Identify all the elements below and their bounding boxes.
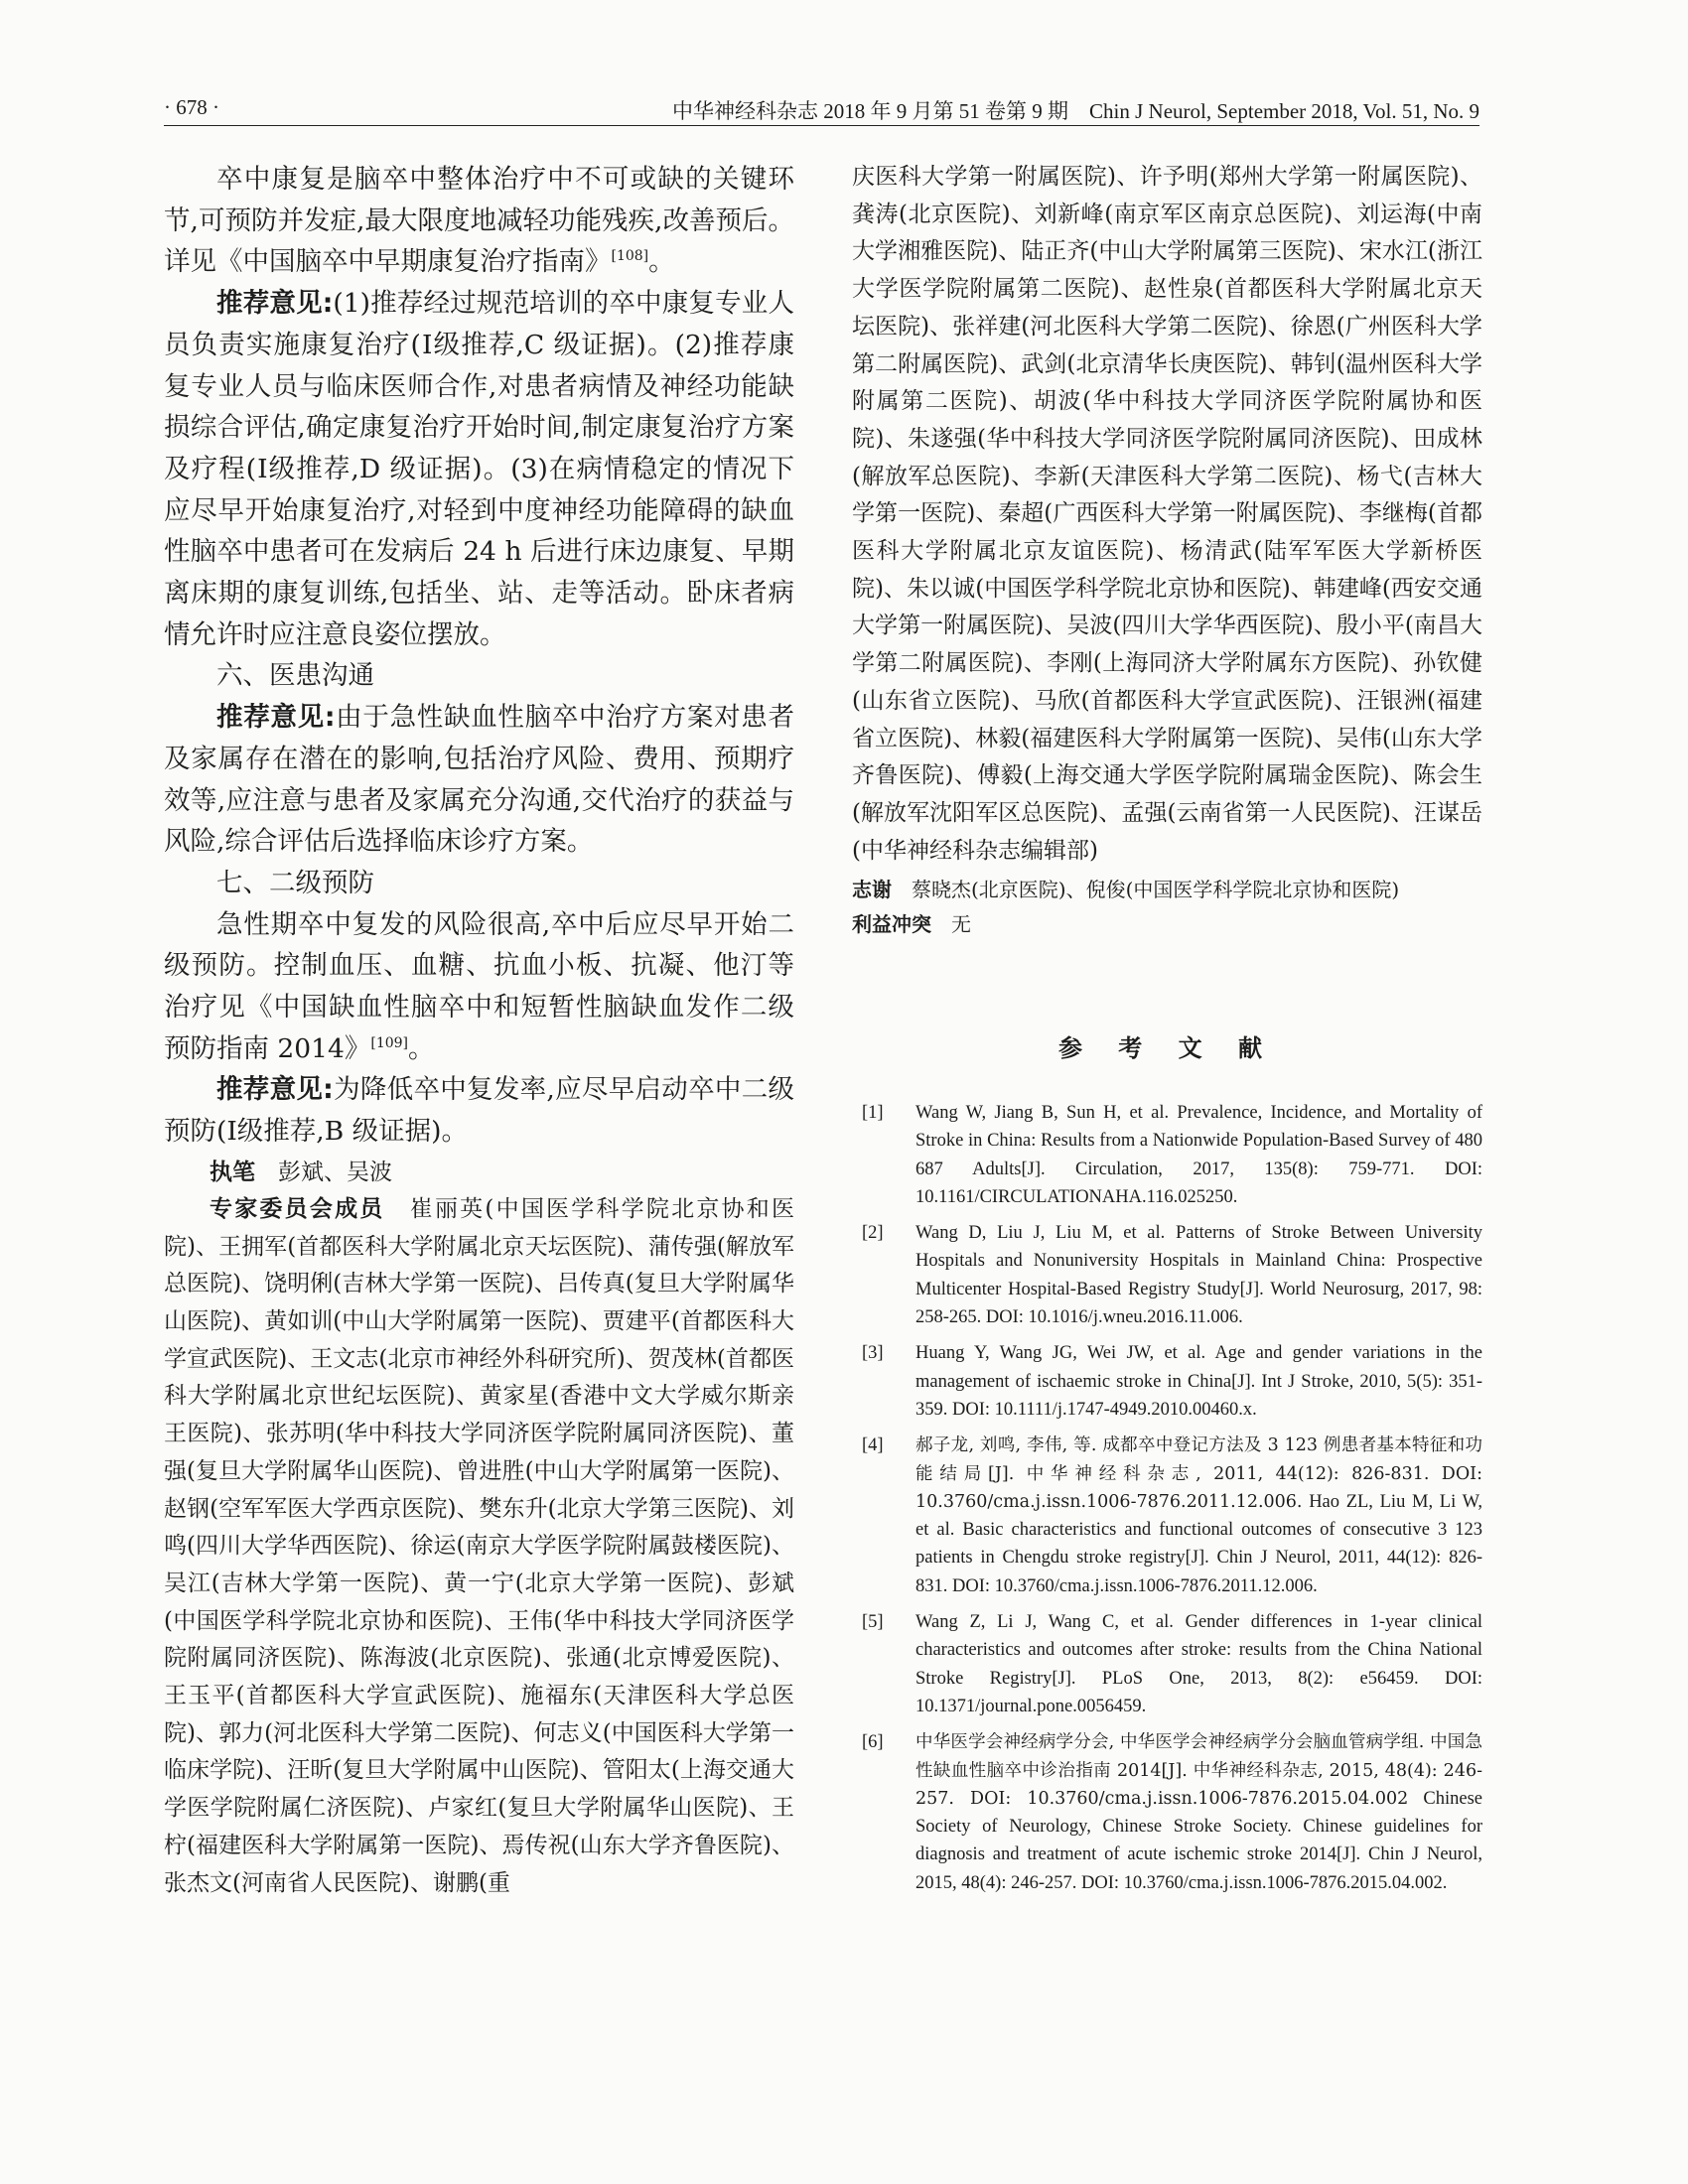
- reference-item: [1] Wang W, Jiang B, Sun H, et al. Prevalence, Incidence, and Mortality of Stroke in China: Results from a Nationwide Population-Based Survey of 480 687 Adults[J]. Circulation, 2017, 135(8): 759-771. DOI: 10.1161/CIRCULATIONAHA.116.025250.: [862, 1103, 1482, 1207]
- secondary-prevention-recommendation: 推荐意见:为降低卒中复发率,应尽早启动卒中二级预防(Ⅰ级推荐,B 级证据)。: [164, 1074, 794, 1148]
- references-title: 参 考 文 献: [1057, 1034, 1277, 1062]
- communication-recommendation: 推荐意见:由于急性缺血性脑卒中治疗方案对患者及家属存在潜在的影响,包括治疗风险、费用、预期疗效等,应注意与患者及家属充分沟通,交代治疗的获益与风险,综合评估后选择临床诊疗方案。: [164, 702, 794, 858]
- reference-item: [5] Wang Z, Li J, Wang C, et al. Gender differences in 1-year clinical characteristics and outcomes after stroke: results from the China National Stroke Registry[J]. PLoS One, 2013, 8(2): e56459. DOI: 10.1371/journal.pone.0056459.: [862, 1612, 1482, 1716]
- right-column: [852, 159, 1482, 941]
- citation-108: [108]: [611, 248, 649, 265]
- running-header: [164, 91, 1479, 126]
- reference-item: [3] Huang Y, Wang JG, Wei JW, et al. Age and gender variations in the management of ischaemic stroke in China[J]. Int J Stroke, 2010, 5(5): 351-359. DOI: 10.1111/j.1747-4949.2010.00460.x.: [862, 1343, 1482, 1420]
- writers-line: 执笔 彭斌、吴波: [210, 1159, 392, 1185]
- rehab-recommendation: 推荐意见:(1)推荐经过规范培训的卒中康复专业人员负责实施康复治疗(Ⅰ级推荐,C 级证据)。(2)推荐康复专业人员与临床医师合作,对患者病情及神经功能缺损综合评估,确定康复治疗开始时间,制定康复治疗方案及疗程(Ⅰ级推荐,D 级证据)。(3)在病情稳定的情况下应尽早开始康复治疗,对轻到中度神经功能障碍的缺血性脑卒中患者可在发病后 24 h 后进行床边康复、早期离床期的康复训练,包括坐、站、走等活动。卧床者病情允许时应注意良姿位摆放。: [164, 288, 794, 650]
- committee-members-continued: 庆医科大学第一附属医院)、许予明(郑州大学第一附属医院)、龚涛(北京医院)、刘新峰(南京军区南京总医院)、刘运海(中南大学湘雅医院)、陆正齐(中山大学附属第三医院)、宋水江(浙江大学医学院附属第二医院)、赵性泉(首都医科大学附属北京天坛医院)、张祥建(河北医科大学第二医院)、徐恩(广州医科大学第二附属医院)、武剑(北京清华长庚医院)、韩钊(温州医科大学附属第二医院)、胡波(华中科技大学同济医学院附属协和医院)、朱遂强(华中科技大学同济医学院附属同济医院)、田成林(解放军总医院)、李新(天津医科大学第二医院)、杨弋(吉林大学第一医院)、秦超(广西医科大学第一附属医院)、李继梅(首都医科大学附属北京友谊医院)、杨清武(陆军军医大学新桥医院)、朱以诚(中国医学科学院北京协和医院)、韩建峰(西安交通大学第一附属医院)、吴波(四川大学华西医院)、殷小平(南昌大学第二附属医院)、李刚(上海同济大学附属东方医院)、孙钦健(山东省立医院)、马欣(首都医科大学宣武医院)、汪银洲(福建省立医院)、林毅(福建医科大学附属第一医院)、吴伟(山东大学齐鲁医院)、傅毅(上海交通大学医学院附属瑞金医院)、陈会生(解放军沈阳军区总医院)、孟强(云南省第一人民医院)、汪谋岳(中华神经科杂志编辑部): [852, 164, 1482, 864]
- references-section: [862, 1034, 1482, 1905]
- reference-item: [6] 中华医学会神经病学分会, 中华医学会神经病学分会脑血管病学组. 中国急性缺血性脑卒中诊治指南 2014[J]. 中华神经科杂志, 2015, 48(4): 246-257. DOI: 10.3760/cma.j.issn.1006-7876.2015.04.002 Chinese Society of Neurology, Chinese Stroke Society. Chinese guidelines for diagnosis and treatment of acute ischemic stroke 2014[J]. Chin J Neurol, 2015, 48(4): 246-257. DOI: 10.3760/cma.j.issn.1006-7876.2015.04.002.: [862, 1732, 1482, 1893]
- rehab-paragraph: 卒中康复是脑卒中整体治疗中不可或缺的关键环节,可预防并发症,最大限度地减轻功能残疾,改善预后。详见《中国脑卒中早期康复治疗指南》[108]。: [164, 164, 794, 278]
- left-column: [164, 159, 794, 1902]
- journal-citation: 中华神经科杂志 2018 年 9 月第 51 卷第 9 期 Chin J Neurol, September 2018, Vol. 51, No. 9: [672, 99, 1479, 123]
- section-heading-secondary-prevention: 七、二级预防: [216, 867, 374, 898]
- conflict-of-interest: 利益冲突 无: [852, 912, 971, 937]
- secondary-prevention-paragraph: 急性期卒中复发的风险很高,卒中后应尽早开始二级预防。控制血压、血糖、抗血小板、抗凝、他汀等治疗见《中国缺血性脑卒中和短暂性脑缺血发作二级预防指南 2014》[109]。: [164, 908, 794, 1064]
- reference-item: [2] Wang D, Liu J, Liu M, et al. Patterns of Stroke Between University Hospitals and Nonuniversity Hospitals in Mainland China: Prospective Multicenter Hospital-Based Registry Study[J]. World Neurosurg, 2017, 98: 258-265. DOI: 10.1016/j.wneu.2016.11.006.: [862, 1223, 1482, 1328]
- acknowledgement: 志谢 蔡晓杰(北京医院)、倪俊(中国医学科学院北京协和医院): [852, 878, 1400, 902]
- section-heading-communication: 六、医患沟通: [216, 660, 374, 692]
- committee-members: 专家委员会成员 崔丽英(中国医学科学院北京协和医院)、王拥军(首都医科大学附属北京天坛医院)、蒲传强(解放军总医院)、饶明俐(吉林大学第一医院)、吕传真(复旦大学附属华山医院)、黄如训(中山大学附属第一医院)、贾建平(首都医科大学宣武医院)、王文志(北京市神经外科研究所)、贺茂林(首都医科大学附属北京世纪坛医院)、黄家星(香港中文大学威尔斯亲王医院)、张苏明(华中科技大学同济医学院附属同济医院)、董强(复旦大学附属华山医院)、曾进胜(中山大学附属第一医院)、赵钢(空军军医大学西京医院)、樊东升(北京大学第三医院)、刘鸣(四川大学华西医院)、徐运(南京大学医学院附属鼓楼医院)、吴江(吉林大学第一医院)、黄一宁(北京大学第一医院)、彭斌(中国医学科学院北京协和医院)、王伟(华中科技大学同济医学院附属同济医院)、陈海波(北京医院)、张通(北京博爱医院)、王玉平(首都医科大学宣武医院)、施福东(天津医科大学总医院)、郭力(河北医科大学第二医院)、何志义(中国医科大学第一临床学院)、汪昕(复旦大学附属中山医院)、管阳太(上海交通大学医学院附属仁济医院)、卢家红(复旦大学附属华山医院)、王柠(福建医科大学附属第一医院)、焉传祝(山东大学齐鲁医院)、张杰文(河南省人民医院)、谢鹏(重: [164, 1195, 794, 1896]
- citation-109: [109]: [370, 1034, 409, 1051]
- reference-item: [4] 郝子龙, 刘鸣, 李伟, 等. 成都卒中登记方法及 3 123 例患者基本特征和功能结局[J]. 中华神经科杂志, 2011, 44(12): 826-831. DOI: 10.3760/cma.j.issn.1006-7876.2011.12.006. Hao ZL, Liu M, Li W, et al. Basic characteristics and functional outcomes of consecutive 3 123 patients in Chengdu stroke registry[J]. Chin J Neurol, 2011, 44(12): 826-831. DOI: 10.3760/cma.j.issn.1006-7876.2011.12.006.: [862, 1435, 1482, 1596]
- page-number: · 678 ·: [164, 95, 219, 119]
